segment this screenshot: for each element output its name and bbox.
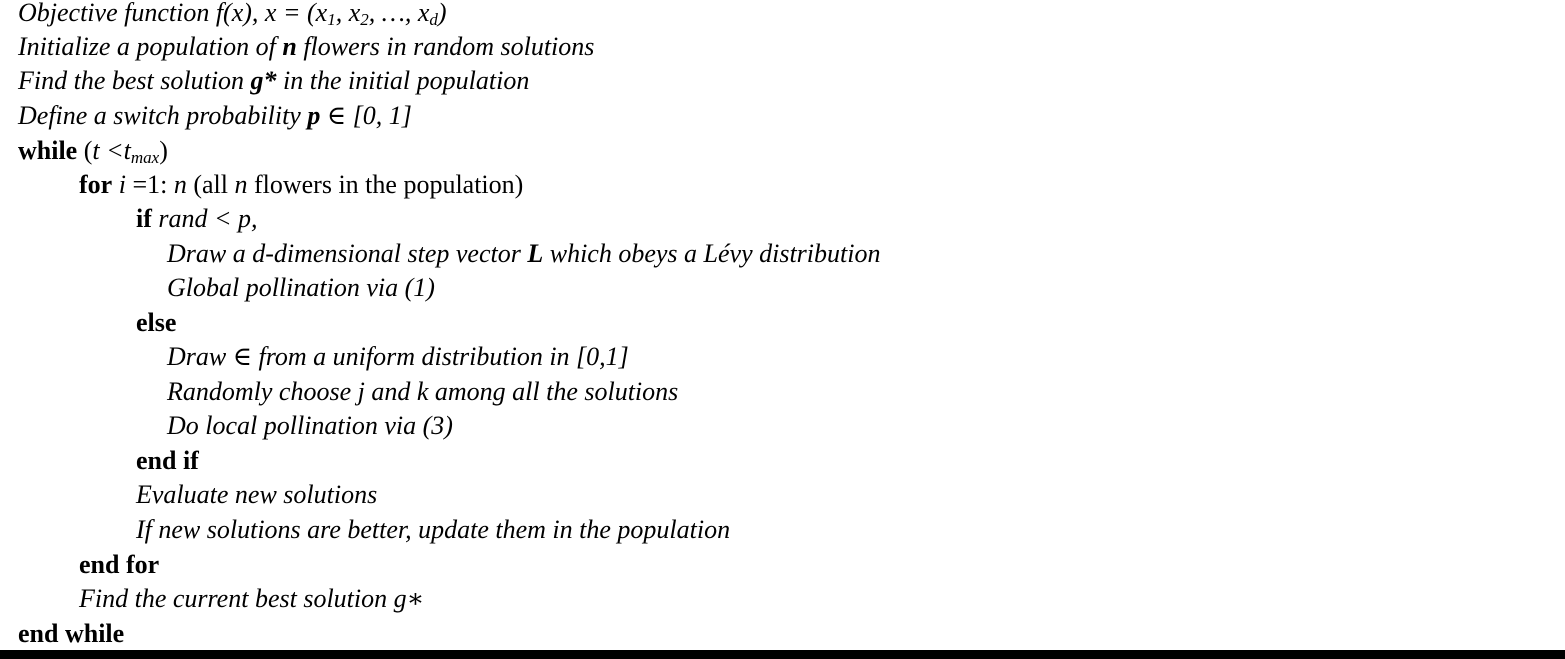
end-for-keyword: end for: [79, 550, 160, 579]
for-range: =1:: [125, 170, 174, 199]
initialize-text: Initialize a population of: [18, 32, 283, 61]
initialize-text-2: flowers in random solutions: [296, 32, 595, 61]
end-if-line: [136, 444, 199, 478]
evaluate-text: Evaluate new solutions: [136, 480, 378, 509]
objective-function-text-4: ): [437, 0, 447, 27]
find-best-text: Find the best solution: [18, 66, 251, 95]
end-for-line: [79, 548, 159, 582]
local-pollination-text: Do local pollination via (3): [167, 411, 453, 440]
choose-jk-line: [167, 375, 678, 409]
for-keyword: for: [79, 170, 113, 199]
objective-function-text-2: , x: [335, 0, 361, 27]
n-variable-2: n: [234, 170, 248, 199]
choose-jk-text: Randomly choose j and k among all the solutions: [167, 377, 679, 406]
initialize-population-line: [18, 30, 594, 64]
if-keyword: if: [136, 204, 152, 233]
i-variable: i: [118, 170, 126, 199]
while-condition: t <t: [92, 136, 131, 165]
objective-function-text-3: , …, x: [368, 0, 430, 27]
update-text: If new solutions are better, update them in the population: [136, 515, 731, 544]
if-line: [136, 202, 258, 236]
for-comment: (all: [186, 170, 235, 199]
while-line: [18, 134, 168, 168]
draw-uniform-text: Draw ∈ from a uniform distribution in [0,1]: [167, 342, 629, 371]
find-current-best-line: [79, 582, 424, 616]
end-while-keyword: end while: [18, 619, 125, 648]
evaluate-line: [136, 478, 377, 512]
n-variable: n: [282, 32, 297, 61]
L-variable: L: [527, 239, 544, 268]
switch-probability-text: Define a switch probability: [18, 101, 308, 130]
update-line: [136, 513, 730, 547]
find-best-text-2: in the initial population: [276, 66, 530, 95]
while-paren-close: ): [159, 136, 168, 165]
end-if-keyword: end if: [136, 446, 199, 475]
while-paren-open: (: [77, 136, 93, 165]
global-pollination-text: Global pollination via (1): [167, 273, 435, 302]
while-keyword: while: [18, 136, 78, 165]
draw-step-vector-line: [167, 237, 880, 271]
global-pollination-line: [167, 271, 435, 305]
find-best-solution-line: [18, 64, 529, 98]
else-keyword: else: [136, 308, 177, 337]
draw-step-text: Draw a d-dimensional step vector: [167, 239, 528, 268]
n-variable: n: [173, 170, 187, 199]
p-variable: p: [307, 101, 321, 130]
switch-probability-line: [18, 99, 412, 133]
switch-probability-text-2: ∈ [0, 1]: [320, 101, 412, 130]
subscript-1: 1: [327, 10, 336, 29]
draw-step-text-2: which obeys a Lévy distribution: [543, 239, 881, 268]
local-pollination-line: [167, 409, 453, 443]
objective-function-text: Objective function f(x), x = (x: [18, 0, 328, 27]
for-line: [79, 168, 523, 202]
subscript-2: 2: [360, 10, 369, 29]
bottom-rule: [0, 650, 1565, 659]
end-while-line: [18, 617, 124, 651]
max-subscript: max: [130, 148, 160, 167]
for-comment-2: flowers in the population): [247, 170, 524, 199]
else-line: [136, 306, 176, 340]
find-current-best-text: Find the current best solution g∗: [79, 584, 425, 613]
draw-uniform-line: [167, 340, 629, 374]
subscript-d: d: [429, 10, 438, 29]
if-condition: rand < p,: [151, 204, 258, 233]
objective-function-line: [18, 0, 447, 30]
g-star-variable: g*: [250, 66, 277, 95]
